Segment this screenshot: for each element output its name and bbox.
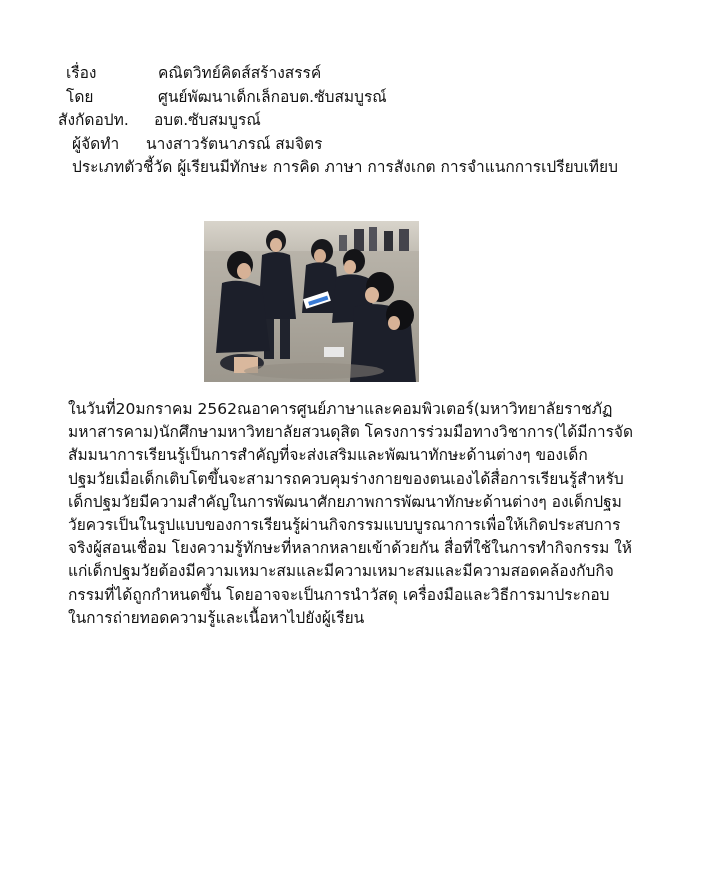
body-line: ปฐมวัยเมื่อเด็กเติบโตขึ้นจะสามารถควบคุมร่างกายของตนเองได้สื่อการเรียนรู้สำหรับ: [68, 469, 624, 488]
body-line: วัยควรเป็นในรูปแบบของการเรียนรู้ผ่านกิจกรรมแบบบูรณาการเพื่อให้เกิดประสบการ: [68, 515, 621, 534]
body-line: จริงผู้สอนเชื่อม โยงความรู้ทักษะที่หลากหลายเข้าด้วยกัน สื่อที่ใช้ในการทำกิจกรรม ให้: [68, 539, 633, 558]
body-paragraph: [68, 398, 658, 630]
body-line: แก่เด็กปฐมวัยต้องมีความเหมาะสมและมีความเหมาะสมและมีความสอดคล้องกับกิจ: [68, 562, 614, 581]
activity-photo: [204, 221, 419, 382]
indicator-type-line: ประเภทตัวชี้วัด ผู้เรียนมีทักษะ การคิด ภาษา การสังเกต การจำแนกการเปรียบเทียบ: [72, 158, 618, 177]
by-value: ศูนย์พัฒนาเด็กเล็กอบต.ซับสมบูรณ์: [158, 87, 387, 106]
body-line: เด็กปฐมวัยมีความสำคัญในการพัฒนาศักยภาพการพัฒนาทักษะด้านต่างๆ องเด็กปฐม: [68, 492, 622, 511]
subject-value: คณิตวิทย์คิดส์สร้างสรรค์: [158, 64, 322, 82]
body-line: กรรมที่ได้ถูกกำหนดขึ้น โดยอาจจะเป็นการนำวัสดุ เครื่องมือและวิธีการมาประกอบ: [68, 585, 610, 604]
by-label: โดย: [66, 87, 94, 106]
body-line: สัมมนาการเรียนรู้เป็นการสำคัญที่จะส่งเสริมและพัฒนาทักษะด้านต่างๆ ของเด็ก: [68, 446, 588, 465]
body-line: ในการถ่ายทอดความรู้และเนื้อหาไปยังผู้เรียน: [68, 608, 365, 627]
author-value: นางสาวรัตนาภรณ์ สมจิตร: [146, 134, 323, 153]
affiliation-label: สังกัดอปท.: [58, 111, 129, 130]
affiliation-value: อบต.ซับสมบูรณ์: [154, 111, 261, 130]
subject-label: เรื่อง: [66, 64, 97, 82]
author-label: ผู้จัดทำ: [72, 134, 120, 153]
body-line: ในวันที่20มกราคม 2562ณอาคารศูนย์ภาษาและคอมพิวเตอร์(มหาวิทยาลัยราชภัฏ: [68, 400, 613, 418]
body-line: มหาสารคาม)นักศึกษามหาวิทยาลัยสวนดุสิต โครงการร่วมมือทางวิชาการ(ได้มีการจัด: [68, 423, 634, 442]
